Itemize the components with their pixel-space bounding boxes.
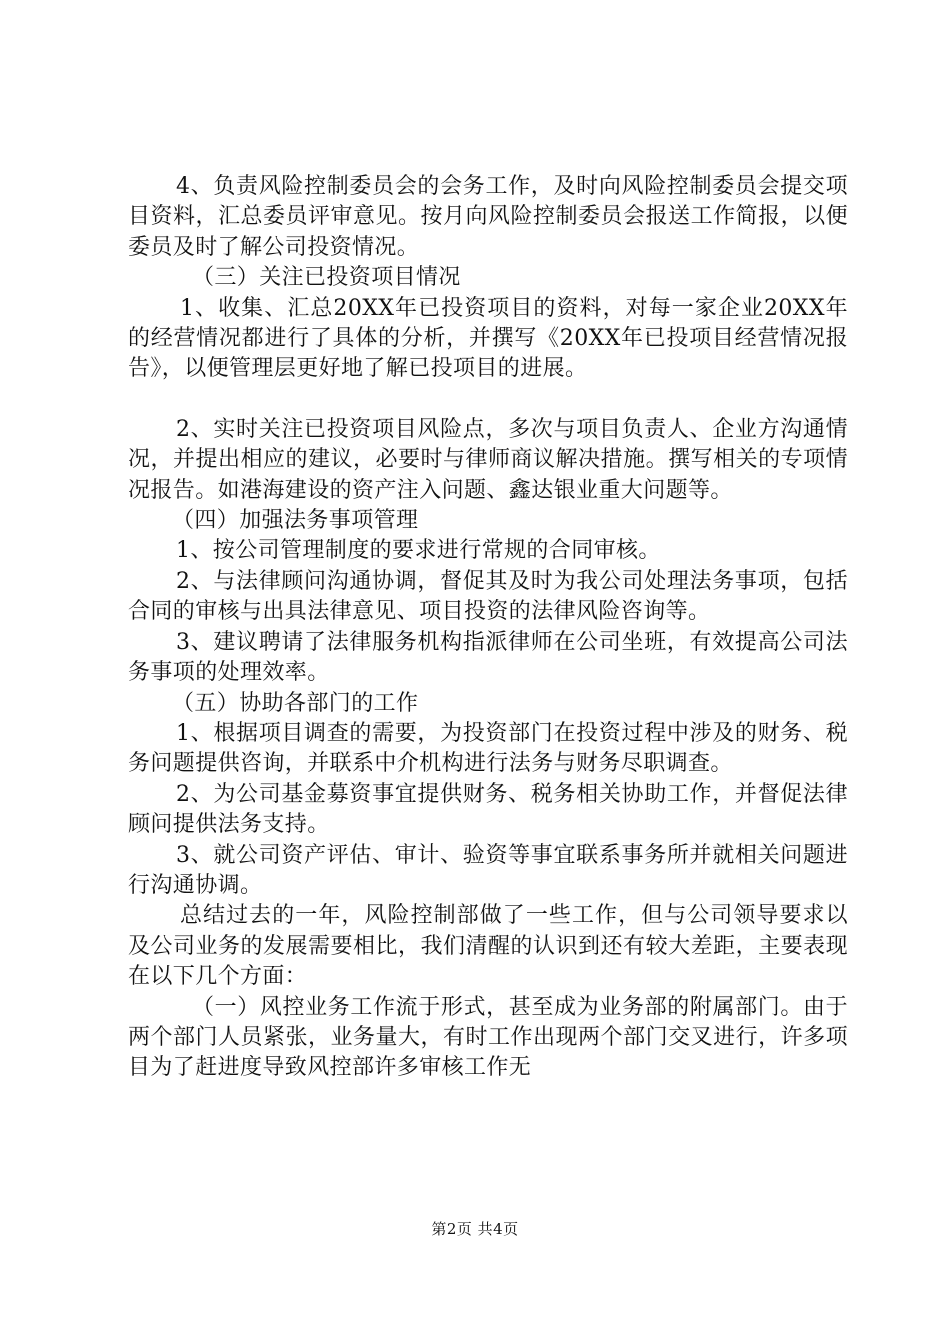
page-number-footer: 第2页 共4页 <box>431 1220 519 1238</box>
paragraph-year-summary: 总结过去的一年，风险控制部做了一些工作，但与公司领导要求以及公司业务的发展需要相比，我们清醒的认识到还有较大差距，主要表现在以下几个方面： <box>128 903 848 990</box>
document-body <box>128 172 848 1084</box>
paragraph-law-firm: 3、建议聘请了法律服务机构指派律师在公司坐班，有效提高公司法务事项的处理效率。 <box>128 629 848 686</box>
section-heading-legal-affairs: （四）加强法务事项管理 <box>172 508 419 534</box>
paragraph-investment-support: 1、根据项目调查的需要，为投资部门在投资过程中涉及的财务、税务问题提供咨询，并联系中介机构进行法务与财务尽职调查。 <box>128 720 848 777</box>
paragraph-collect-project-data: 1、收集、汇总20XX年已投资项目的资料，对每一家企业20XX年的经营情况都进行了具体的分析，并撰写《20XX年已投项目经营情况报告》，以便管理层更好地了解已投项目的进展。 <box>128 295 848 382</box>
paragraph-contract-review: 1、按公司管理制度的要求进行常规的合同审核。 <box>176 538 661 564</box>
paragraph-committee-affairs: 4、负责风险控制委员会的会务工作，及时向风险控制委员会提交项目资料，汇总委员评审意见。按月向风险控制委员会报送工作简报，以便委员及时了解公司投资情况。 <box>128 174 848 260</box>
paragraph-legal-counsel: 2、与法律顾问沟通协调，督促其及时为我公司处理法务事项，包括合同的审核与出具法律意见、项目投资的法律风险咨询等。 <box>128 568 848 625</box>
paragraph-audit-coordination: 3、就公司资产评估、审计、验资等事宜联系事务所并就相关问题进行沟通协调。 <box>128 842 848 898</box>
paragraph-risk-monitoring: 2、实时关注已投资项目风险点，多次与项目负责人、企业方沟通情况，并提出相应的建议，必要时与律师商议解决措施。撰写相关的专项情况报告。如港海建设的资产注入问题、鑫达银业重大问题等。 <box>128 416 848 503</box>
paragraph-fundraising-support: 2、为公司基金募资事宜提供财务、税务相关协助工作，并督促法律顾问提供法务支持。 <box>128 781 848 838</box>
section-heading-assist-departments: （五）协助各部门的工作 <box>172 690 419 716</box>
section-heading-invested-projects: （三）关注已投资项目情况 <box>192 265 461 291</box>
paragraph-shortcoming-one: （一）风控业务工作流于形式，甚至成为业务部的附属部门。由于两个部门人员紧张，业务量大，有时工作出现两个部门交叉进行，许多项目为了赶进度导致风控部许多审核工作无 <box>128 994 848 1081</box>
